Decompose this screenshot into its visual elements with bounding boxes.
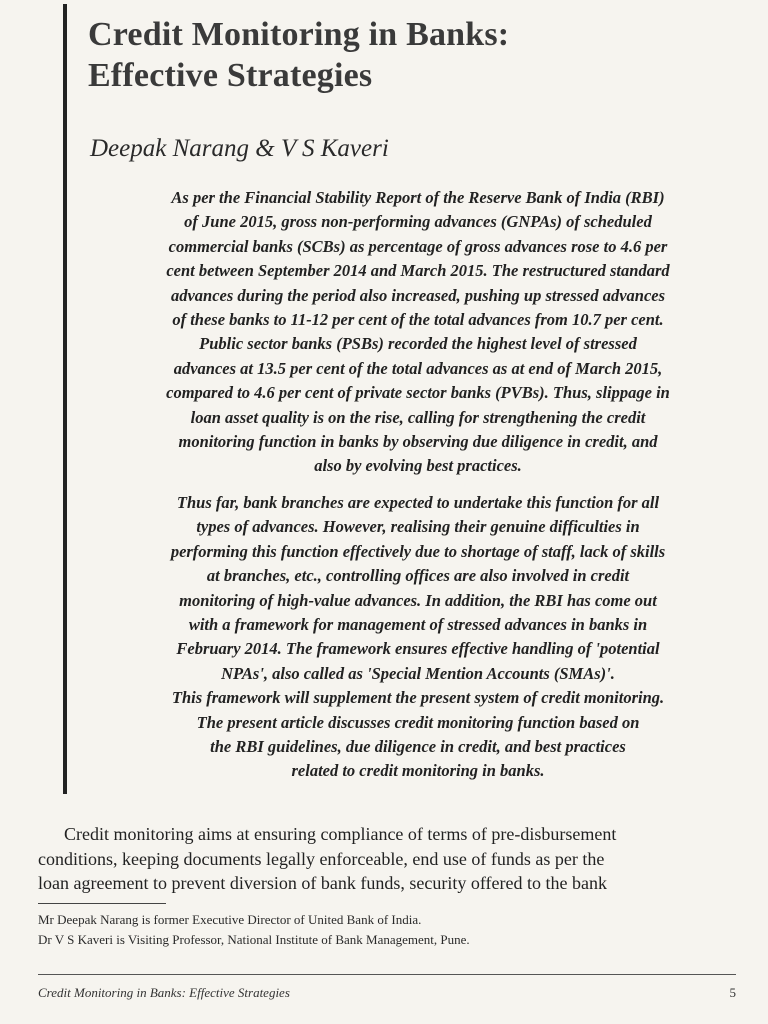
abstract-line: also by evolving best practices. (314, 456, 522, 476)
footnote-author-2: Dr V S Kaveri is Visiting Professor, National Institute of Bank Management, Pune. (38, 932, 470, 947)
abstract-line: with a framework for management of stressed advances in banks in (188, 614, 648, 634)
vertical-rule (63, 4, 67, 794)
page-number: 5 (729, 985, 736, 1000)
abstract-line: types of advances. However, realising their genuine difficulties in (196, 517, 640, 537)
article-authors: Deepak Narang & V S Kaveri (90, 135, 389, 162)
abstract-line: The present article discusses credit monitoring function based on (196, 712, 640, 732)
body-line: conditions, keeping documents legally enforceable, end use of funds as per the (38, 848, 605, 869)
abstract-line: of June 2015, gross non-performing advances (GNPAs) of scheduled (184, 212, 652, 232)
abstract-line: at branches, etc., controlling offices are also involved in credit (206, 566, 630, 586)
footnote-divider (38, 903, 166, 904)
abstract (88, 186, 748, 796)
title-line: Effective Strategies (88, 57, 373, 94)
abstract-paragraph-1 (88, 186, 748, 479)
running-title: Credit Monitoring in Banks: Effective Strategies (38, 985, 290, 1000)
abstract-line: As per the Financial Stability Report of the Reserve Bank of India (RBI) (171, 188, 665, 207)
abstract-line: performing this function effectively due to shortage of staff, lack of skills (170, 541, 666, 561)
body-line: loan agreement to prevent diversion of bank funds, security offered to the bank (38, 873, 607, 893)
footnote-author-1: Mr Deepak Narang is former Executive Director of United Bank of India. (38, 912, 422, 927)
footer-divider (38, 974, 736, 975)
abstract-line: This framework will supplement the present system of credit monitoring. (171, 688, 665, 708)
article-title (88, 14, 509, 96)
title-line: Credit Monitoring in Banks: (88, 16, 510, 53)
abstract-line: loan asset quality is on the rise, calling for strengthening the credit (190, 407, 646, 427)
abstract-paragraph-2 (88, 491, 748, 784)
abstract-line: commercial banks (SCBs) as percentage of gross advances rose to 4.6 per (168, 236, 668, 256)
abstract-line: monitoring of high-value advances. In addition, the RBI has come out (179, 590, 657, 610)
running-footer (38, 985, 736, 1005)
abstract-line: cent between September 2014 and March 2015. The restructured standard (166, 261, 670, 281)
abstract-line: of these banks to 11-12 per cent of the total advances from 10.7 per cent. (172, 310, 664, 330)
footnotes (38, 910, 738, 950)
body-line: Credit monitoring aims at ensuring compliance of terms of pre-disbursement (64, 824, 617, 844)
abstract-line: Public sector banks (PSBs) recorded the highest level of stressed (199, 334, 637, 354)
abstract-line: Thus far, bank branches are expected to undertake this function for all (176, 492, 660, 512)
body-paragraph (38, 822, 738, 896)
abstract-line: the RBI guidelines, due diligence in credit, and best practices (210, 736, 626, 756)
abstract-line: advances at 13.5 per cent of the total advances as at end of March 2015, (173, 358, 663, 378)
abstract-line: February 2014. The framework ensures effective handling of 'potential (176, 639, 660, 659)
abstract-line: related to credit monitoring in banks. (291, 761, 545, 781)
abstract-line: compared to 4.6 per cent of private sector banks (PVBs). Thus, slippage in (166, 383, 670, 403)
abstract-line: NPAs', also called as 'Special Mention Accounts (SMAs)'. (221, 663, 615, 683)
abstract-line: monitoring function in banks by observing due diligence in credit, and (178, 432, 658, 452)
abstract-line: advances during the period also increased, pushing up stressed advances (170, 285, 666, 305)
